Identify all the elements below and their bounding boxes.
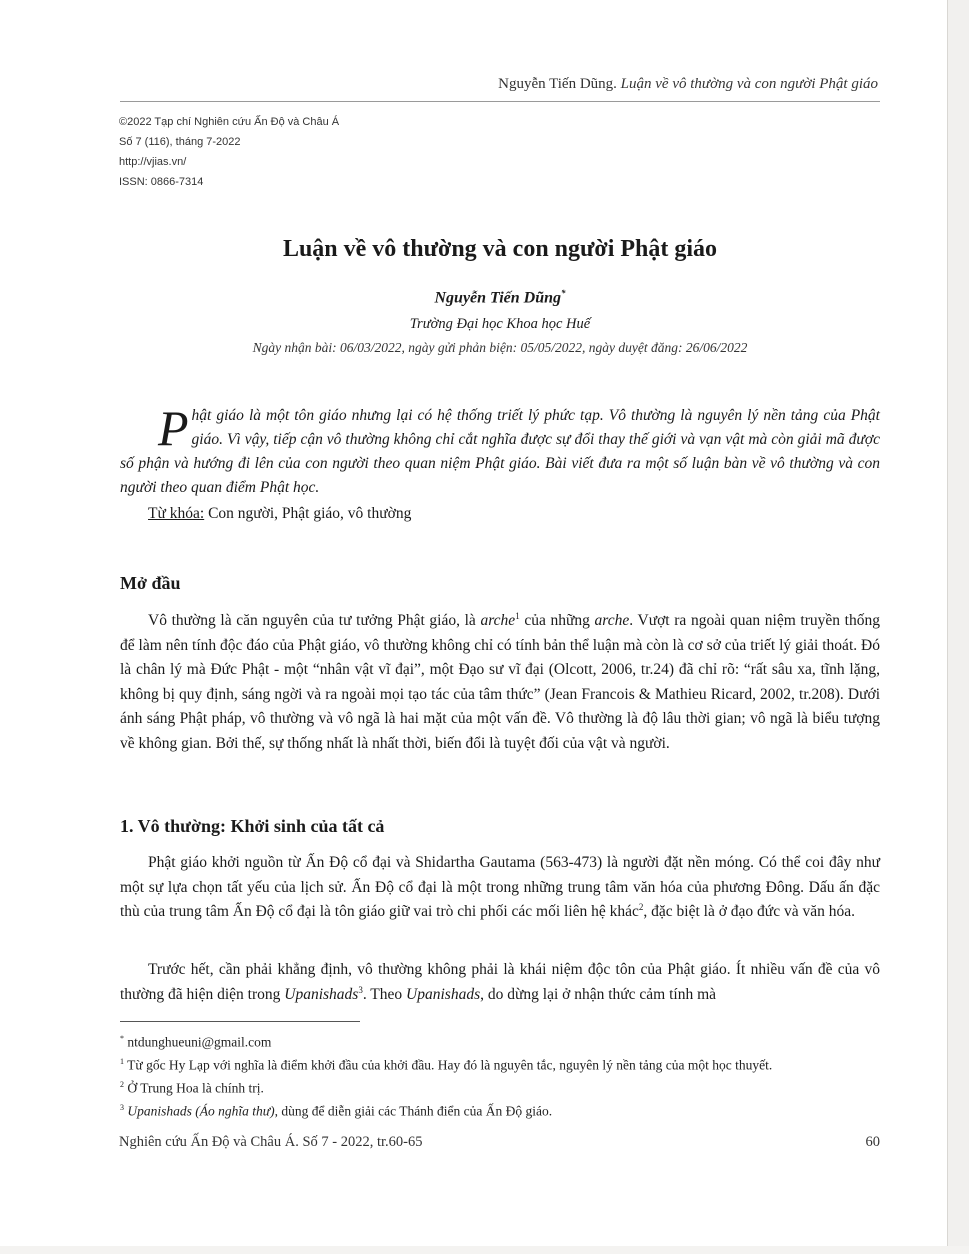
footnote-text: , dùng để diễn giải các Thánh điển của Ấn Độ giáo. xyxy=(274,1103,553,1119)
author xyxy=(120,288,880,307)
upanishads-term-2: Upanishads xyxy=(406,985,481,1003)
footnote-ref-1: 1 xyxy=(515,610,520,621)
abstract-dropcap: P xyxy=(158,400,189,456)
scan-edge-bottom xyxy=(0,1246,969,1254)
section-1-heading: 1. Vô thường: Khởi sinh của tất cả xyxy=(120,816,385,836)
author-footnote-mark: * xyxy=(561,288,566,298)
section-1-text-1b: , đặc biệt là ở đạo đức và văn hóa. xyxy=(643,903,855,920)
footnote-2 xyxy=(120,1075,880,1098)
intro-paragraph xyxy=(120,609,880,756)
footnote-rule xyxy=(120,1021,360,1022)
section-1-text-2a: Trước hết, cần phải khẳng định, vô thường không phải là khái niệm độc tôn của Phật giáo. Ít nhiều vấn đề của vô thường đã hiện diện trong xyxy=(120,961,880,1003)
section-1-paragraph-2 xyxy=(120,958,880,1007)
keywords xyxy=(148,505,411,523)
footnote-ref-2: 2 xyxy=(638,901,644,912)
footnote-mark: 3 xyxy=(120,1103,124,1112)
author-name: Nguyễn Tiến Dũng xyxy=(434,289,562,307)
footnote-mark: * xyxy=(120,1034,124,1043)
running-head-rule xyxy=(120,101,880,102)
intro-text-3: . Vượt ra ngoài quan niệm truyền thống để làm nên tính độc đáo của Phật giáo, vô thường không chỉ có tính bản thể luận mà còn là cơ sở của triết lý giải thoát. Đó là chân lý mà Đức Phật - một “nhân vật vĩ đại”, một Đạo sư vĩ đại (Olcott, 2006, tr.24) đã chỉ rõ: “rất sâu xa, tĩnh lặng, không bị quy định, sáng ngời và ra ngoài mọi tạo tác của tâm thức” (Jean Francois & Mathieu Ricard, 2002, tr.208). Dưới ánh sáng Phật pháp, vô thường và vô ngã là hai mặt của một vấn đề. Vô thường là độ lâu thời gian; vô ngã là biểu tượng về không gian. Bởi thế, sự thống nhất là nhất thời, biến đổi là tuyệt đối của vật và người. xyxy=(120,612,880,752)
intro-text-1: Vô thường là căn nguyên của tư tưởng Phật giáo, là xyxy=(148,612,481,629)
section-1-text-2b: . Theo xyxy=(362,985,407,1003)
running-head xyxy=(420,76,878,93)
upanishads-term-1: Upanishads xyxy=(284,985,359,1003)
footer-citation: Nghiên cứu Ấn Độ và Châu Á. Số 7 - 2022, tr.60-65 xyxy=(119,1134,423,1150)
page-footer xyxy=(119,1134,880,1151)
page-number: 60 xyxy=(865,1134,880,1150)
running-head-author: Nguyễn Tiến Dũng. xyxy=(498,76,617,92)
journal-info xyxy=(119,112,339,192)
keywords-value: Con người, Phật giáo, vô thường xyxy=(204,505,412,522)
footnote-mark: 2 xyxy=(120,1080,124,1089)
paper-title: Luận về vô thường và con người Phật giáo xyxy=(282,236,718,262)
running-head-title: Luận về vô thường và con người Phật giáo xyxy=(620,76,878,92)
footnote-italic-text: Upanishads (Áo nghĩa thư) xyxy=(127,1103,275,1119)
section-1-text-1a: Phật giáo khởi nguồn từ Ấn Độ cổ đại và Shidartha Gautama (563-473) là người đặt nền móng. Có thể coi đây như một sự lựa chọn tất yếu của lịch sử. Ấn Độ cổ đại là một trong những trung tâm văn hóa của phương Đông. Dấu ấn đặc thù của trung tâm Ấn Độ cổ đại là tôn giáo giữ vai trò chi phối các mối liên hệ khác xyxy=(120,854,880,920)
scan-edge-right xyxy=(947,0,969,1254)
intro-text-2: của những xyxy=(519,612,595,629)
journal-issn: ISSN: 0866-7314 xyxy=(119,176,204,188)
submission-dates: Ngày nhận bài: 06/03/2022, ngày gửi phản biện: 05/05/2022, ngày duyệt đăng: 26/06/2022 xyxy=(252,340,748,355)
journal-url: http://vjias.vn/ xyxy=(119,156,187,168)
keywords-label: Từ khóa: xyxy=(148,505,205,522)
footnote-ref-3: 3 xyxy=(358,984,363,995)
footnotes xyxy=(120,1029,880,1121)
journal-copyright: ©2022 Tạp chí Nghiên cứu Ấn Độ và Châu Á xyxy=(119,116,340,128)
footnote-author-email xyxy=(120,1029,880,1052)
footnote-text: ntdunghueuni@gmail.com xyxy=(124,1034,272,1050)
affiliation: Trường Đại học Khoa học Huế xyxy=(409,316,591,332)
abstract-text: hật giáo là một tôn giáo nhưng lại có hệ thống triết lý phức tạp. Vô thường là nguyên lý nền tảng của Phật giáo. Vì vậy, tiếp cận vô thường không chỉ cắt nghĩa được sự đổi thay thế giới và vạn vật mà còn giải mã được số phận và hướng đi lên của con người theo quan niệm Phật giáo. Bài viết đưa ra một số luận bàn về vô thường và con người theo quan điểm Phật học. xyxy=(120,407,880,496)
footnote-1 xyxy=(120,1052,880,1075)
section-1-text-2c: , do dừng lại ở nhận thức cảm tính mà xyxy=(480,985,717,1003)
section-1-paragraph-1 xyxy=(120,851,880,925)
footnote-text: Từ gốc Hy Lạp với nghĩa là điểm khởi đầu của khởi đầu. Hay đó là nguyên tắc, nguyên lý nền tảng của một học thuyết. xyxy=(124,1057,773,1073)
journal-issue: Số 7 (116), tháng 7-2022 xyxy=(119,136,241,148)
footnote-mark: 1 xyxy=(120,1057,124,1066)
intro-heading: Mở đầu xyxy=(120,573,181,593)
abstract xyxy=(120,400,880,500)
arche-term-1: arche xyxy=(480,612,516,629)
footnote-3 xyxy=(120,1098,880,1121)
footnote-text: Ở Trung Hoa là chính trị. xyxy=(124,1080,264,1096)
arche-term-2: arche xyxy=(594,612,630,629)
